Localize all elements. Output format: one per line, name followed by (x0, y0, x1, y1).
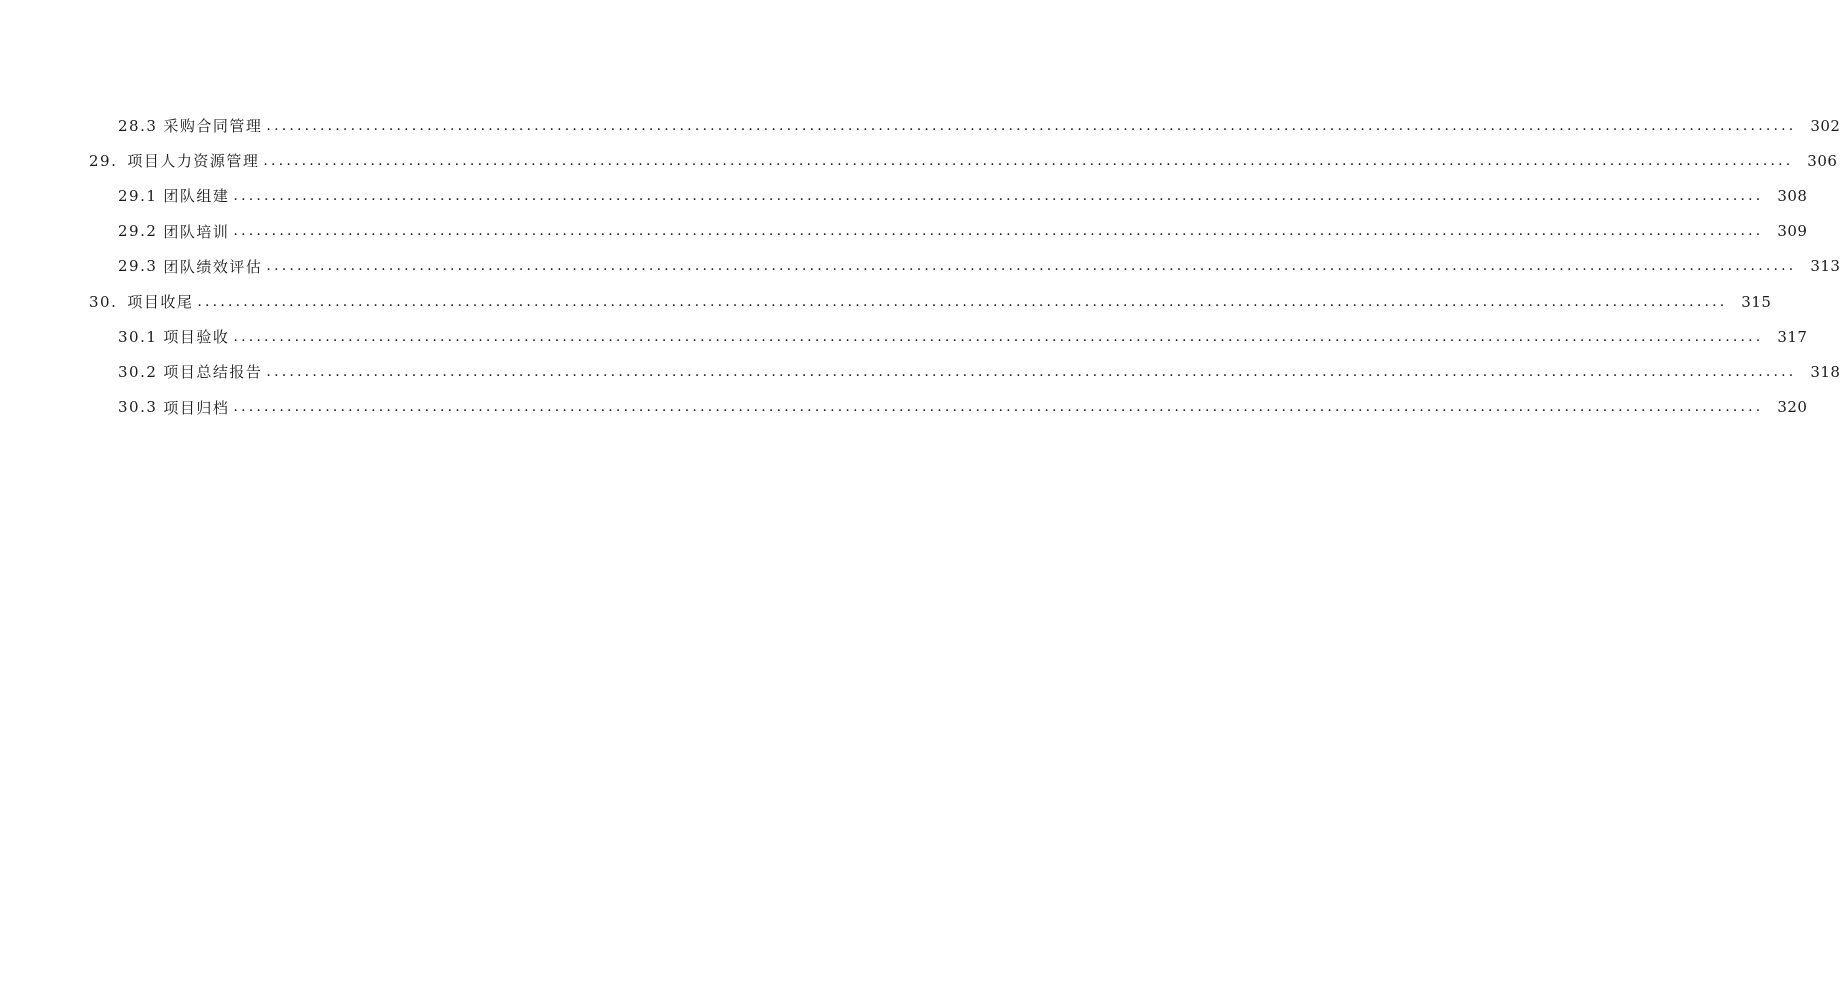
dot-leader: ........................................................................................................................................................................................................ (266, 363, 1797, 380)
page-number: 308 (1777, 186, 1808, 205)
entry-title: 项目验收 (163, 328, 230, 347)
dot-leader: ........................................................................................................................................................................................................ (233, 187, 1764, 204)
toc-entry[interactable] (0, 143, 1838, 178)
dot-leader: ........................................................................................................................................................................................................ (263, 152, 1794, 169)
entry-title: 团队培训 (163, 222, 230, 241)
toc-entry[interactable] (0, 319, 1808, 354)
page-number: 302 (1810, 116, 1840, 135)
dot-leader: ........................................................................................................................................................................................................ (266, 117, 1797, 134)
page-number: 317 (1777, 327, 1808, 346)
entry-number: 28.3 (118, 116, 158, 135)
entry-title: 采购合同管理 (163, 117, 263, 136)
dot-leader: ........................................................................................................................................................................................................ (233, 223, 1764, 240)
toc-entry[interactable] (0, 178, 1808, 213)
entry-number: 30.3 (118, 398, 158, 417)
entry-number: 29. (89, 151, 118, 170)
dot-leader: ........................................................................................................................................................................................................ (197, 293, 1728, 310)
entry-title: 团队组建 (163, 187, 230, 206)
dot-leader: ........................................................................................................................................................................................................ (266, 258, 1797, 275)
entry-title: 项目人力资源管理 (127, 152, 260, 171)
page-number: 320 (1777, 398, 1808, 417)
page-number: 318 (1810, 362, 1840, 381)
entry-number: 30. (89, 292, 118, 311)
page-number: 306 (1807, 151, 1838, 170)
table-of-contents (0, 108, 1840, 425)
entry-title: 项目收尾 (127, 293, 194, 312)
entry-number: 30.2 (118, 362, 158, 381)
entry-number: 29.1 (118, 186, 158, 205)
page-number: 309 (1777, 222, 1808, 241)
entry-title: 项目归档 (163, 398, 230, 417)
entry-number: 29.2 (118, 222, 158, 241)
toc-entry[interactable] (0, 284, 1772, 319)
entry-title: 团队绩效评估 (163, 257, 263, 276)
entry-number: 30.1 (118, 327, 158, 346)
toc-entry[interactable] (0, 390, 1808, 425)
page-number: 315 (1741, 292, 1772, 311)
page-number: 313 (1810, 257, 1840, 276)
dot-leader: ........................................................................................................................................................................................................ (233, 328, 1764, 345)
toc-entry[interactable] (0, 249, 1840, 284)
toc-entry[interactable] (0, 214, 1808, 249)
entry-title: 项目总结报告 (163, 363, 263, 382)
toc-entry[interactable] (0, 108, 1840, 143)
dot-leader: ........................................................................................................................................................................................................ (233, 399, 1764, 416)
entry-number: 29.3 (118, 257, 158, 276)
toc-entry[interactable] (0, 354, 1840, 389)
